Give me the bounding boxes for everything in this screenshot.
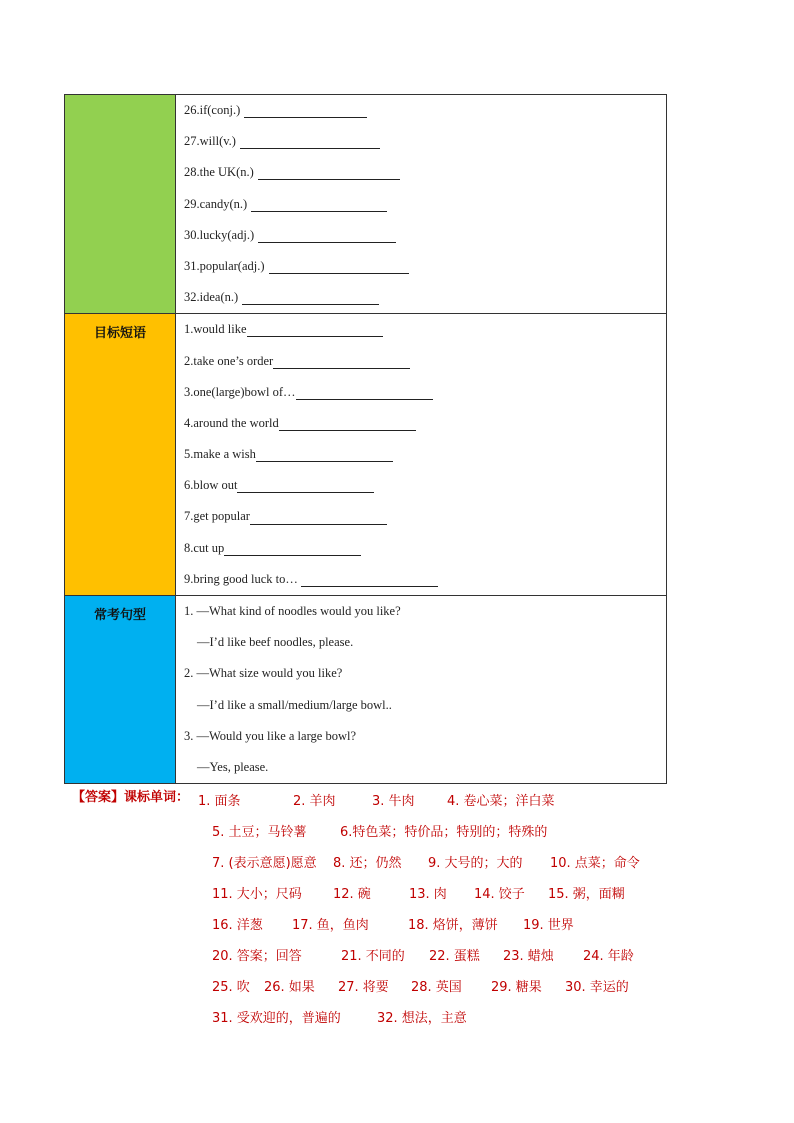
item-text: 8.cut up [184, 540, 225, 555]
answer-item: 10. 点菜；命令 [550, 856, 640, 871]
answer-item: 21. 不同的 [341, 949, 405, 964]
answer-blank[interactable] [251, 197, 387, 212]
sentence-line: —Yes, please. [197, 759, 269, 774]
answer-blank[interactable] [273, 354, 410, 369]
answer-blank[interactable] [279, 416, 416, 431]
answer-item: 8. 还；仍然 [333, 856, 402, 871]
answer-header: 【答案】课标单词： [72, 790, 190, 805]
vocabulary-table [64, 94, 667, 784]
answer-item: 2. 羊肉 [293, 794, 336, 809]
answer-item: 30. 幸运的 [565, 980, 629, 995]
answer-item: 11. 大小；尺码 [212, 887, 302, 902]
list-item [184, 501, 666, 532]
list-item [184, 470, 666, 501]
answer-blank[interactable] [237, 478, 374, 493]
answer-item: 20. 答案；回答 [212, 949, 302, 964]
item-text: 4.around the world [184, 415, 279, 430]
section-words-row [65, 95, 667, 314]
list-item [184, 314, 666, 345]
answer-blank[interactable] [250, 510, 387, 525]
answer-item: 13. 肉 [409, 887, 447, 902]
item-text: 5.make a wish [184, 447, 256, 462]
answer-item: 31. 受欢迎的，普遍的 [212, 1011, 341, 1026]
item-text: 1.would like [184, 322, 247, 337]
item-text: 6.blow out [184, 478, 238, 493]
answer-blank[interactable] [247, 322, 383, 337]
section-label-cell [65, 314, 176, 596]
answer-item: 23. 蜡烛 [503, 949, 554, 964]
item-text: 32.idea(n.) [184, 290, 239, 305]
answer-item: 25. 吹 [212, 980, 250, 995]
sentence-line: —I’d like beef noodles, please. [197, 635, 354, 650]
answer-item: 6.特色菜；特价品；特别的；特殊的 [340, 825, 548, 840]
list-item [184, 533, 666, 564]
item-text: 30.lucky(adj.) [184, 227, 255, 242]
answer-item: 1. 面条 [198, 794, 241, 809]
sentence-line: 2. —What size would you like? [184, 666, 343, 681]
item-text: 7.get popular [184, 509, 250, 524]
answer-blank[interactable] [244, 103, 367, 118]
section-content [176, 596, 667, 784]
list-item [184, 220, 666, 251]
list-item [184, 157, 666, 188]
answer-item: 17. 鱼，鱼肉 [292, 918, 369, 933]
sentence-line: —I’d like a small/medium/large bowl.. [197, 697, 392, 712]
answer-item: 27. 将要 [338, 980, 389, 995]
list-item [184, 126, 666, 157]
answer-item: 15. 粥，面糊 [548, 887, 625, 902]
answer-blank[interactable] [242, 290, 379, 305]
answer-item: 16. 洋葱 [212, 918, 263, 933]
section-sentences-row [65, 596, 667, 784]
answer-item: 5. 土豆；马铃薯 [212, 825, 307, 840]
list-item [184, 439, 666, 470]
answer-item: 7. (表示意愿)愿意 [212, 856, 317, 871]
item-text: 27.will(v.) [184, 134, 236, 149]
answer-item: 12. 碗 [333, 887, 371, 902]
answer-row [72, 788, 189, 808]
answer-item: 29. 糖果 [491, 980, 542, 995]
answer-blank[interactable] [256, 447, 393, 462]
answer-item: 9. 大号的；大的 [428, 856, 523, 871]
list-item [184, 377, 666, 408]
section-label-cell [65, 95, 176, 314]
answer-item: 26. 如果 [264, 980, 315, 995]
list-item [184, 189, 666, 220]
answer-item: 18. 烙饼，薄饼 [408, 918, 498, 933]
answer-item: 19. 世界 [523, 918, 574, 933]
answer-item: 3. 牛肉 [372, 794, 415, 809]
answer-item: 24. 年龄 [583, 949, 634, 964]
list-item [184, 251, 666, 282]
list-item [184, 282, 666, 313]
answer-item: 4. 卷心菜；洋白菜 [447, 794, 555, 809]
answer-item: 32. 想法，主意 [377, 1011, 467, 1026]
item-text: 26.if(conj.) [184, 103, 241, 117]
item-text: 29.candy(n.) [184, 196, 248, 211]
section-label: 常考句型 [93, 608, 146, 623]
answer-item: 14. 饺子 [474, 887, 525, 902]
item-text: 3.one(large)bowl of… [184, 384, 296, 399]
sentence-line: 3. —Would you like a large bowl? [184, 728, 356, 743]
answer-blank[interactable] [269, 259, 409, 274]
answer-item: 22. 蛋糕 [429, 949, 480, 964]
sentence-line: 1. —What kind of noodles would you like? [184, 604, 401, 618]
item-text: 28.the UK(n.) [184, 165, 254, 180]
item-text: 31.popular(adj.) [184, 258, 265, 273]
answer-blank[interactable] [258, 165, 400, 180]
list-item [184, 408, 666, 439]
list-item [184, 346, 666, 377]
section-label: 目标短语 [93, 326, 146, 342]
answer-blank[interactable] [296, 385, 433, 400]
section-content [176, 95, 667, 314]
section-phrases-row [65, 314, 667, 596]
section-content [176, 314, 667, 596]
answer-blank[interactable] [301, 572, 438, 587]
section-label-cell [65, 596, 176, 784]
list-item [184, 95, 666, 126]
item-text: 9.bring good luck to… [184, 571, 298, 586]
item-text: 2.take one’s order [184, 353, 274, 368]
list-item [184, 564, 666, 595]
answer-blank[interactable] [240, 134, 380, 149]
answer-blank[interactable] [224, 541, 361, 556]
answer-item: 28. 英国 [411, 980, 462, 995]
answer-blank[interactable] [258, 228, 396, 243]
